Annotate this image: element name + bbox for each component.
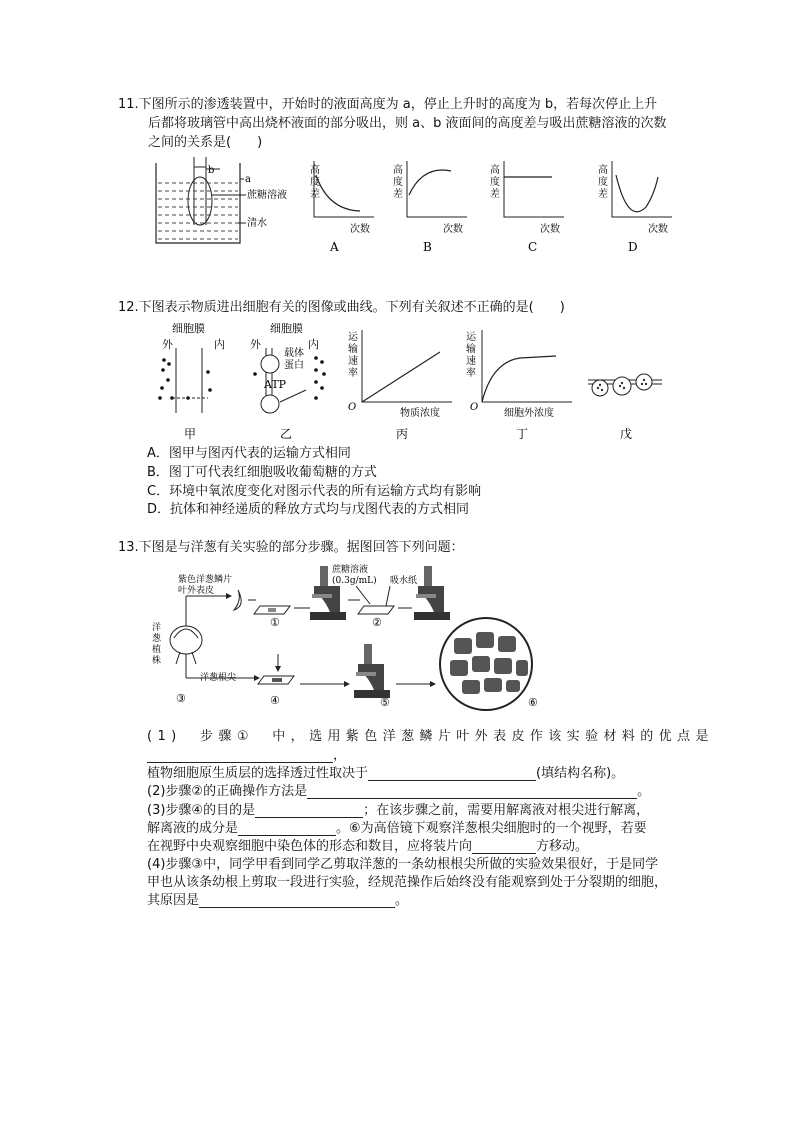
osmosis-apparatus bbox=[156, 157, 287, 243]
graph-a bbox=[310, 161, 374, 254]
label-b: b bbox=[208, 165, 215, 176]
svg-text:度: 度 bbox=[310, 177, 320, 188]
onion-plant bbox=[170, 593, 260, 681]
svg-text:差: 差 bbox=[310, 189, 320, 200]
microscope-field bbox=[440, 618, 538, 710]
svg-text:度: 度 bbox=[598, 177, 608, 188]
q13-part3-line3: 在视野中央观察细胞中染色体的形态和数目，应将装片向 方移动。 bbox=[147, 839, 589, 854]
svg-text:高: 高 bbox=[490, 165, 500, 176]
svg-text:丁: 丁 bbox=[516, 427, 529, 441]
svg-text:度: 度 bbox=[490, 177, 500, 188]
svg-text:内: 内 bbox=[308, 338, 319, 351]
q13-stem: 13.下图是与洋葱有关实验的部分步骤。据图回答下列问题： bbox=[118, 540, 464, 555]
diagram-wu bbox=[588, 374, 662, 441]
q12-figure bbox=[150, 318, 670, 443]
svg-text:细胞外浓度: 细胞外浓度 bbox=[504, 408, 554, 419]
q13-part4-line1: (4)步骤③中，同学甲看到同学乙剪取洋葱的一条幼根根尖所做的实验效果很好，于是同学 bbox=[147, 857, 659, 872]
q13-part1-line2: ， bbox=[147, 744, 346, 763]
svg-text:外: 外 bbox=[162, 338, 173, 351]
svg-text:①: ① bbox=[270, 616, 280, 629]
diagram-yi bbox=[250, 321, 326, 441]
q13-part1-line3: 植物细胞原生质层的选择透过性取决于 (填结构名称)。 bbox=[147, 766, 625, 781]
q13-part3-line1: (3)步骤④的目的是 ；在该步骤之前，需要用解离液对根尖进行解离， bbox=[147, 803, 650, 818]
svg-text:O: O bbox=[348, 402, 357, 413]
q13-part2: (2)步骤②的正确操作方法是 。 bbox=[147, 784, 651, 799]
q13-part4-line2: 甲也从该条幼根上剪取一段进行实验，经规范操作后始终没有能观察到处于分裂期的细胞， bbox=[147, 875, 668, 890]
option-c: C bbox=[528, 240, 538, 254]
option-a: A bbox=[330, 240, 339, 254]
svg-text:株: 株 bbox=[152, 656, 162, 666]
svg-text:ATP: ATP bbox=[264, 378, 287, 391]
svg-text:O: O bbox=[470, 402, 479, 413]
label-sucrose: 蔗糖溶液 bbox=[247, 190, 287, 201]
answer-blank-7[interactable] bbox=[199, 893, 395, 908]
svg-text:③: ③ bbox=[176, 692, 186, 705]
svg-text:戊: 戊 bbox=[620, 427, 633, 441]
svg-text:洋葱根尖: 洋葱根尖 bbox=[200, 673, 237, 683]
q11-line2: 后都将玻璃管中高出烧杯液面的部分吸出，则 a、b 液面间的高度差与吸出蔗糖溶液的次数 bbox=[148, 116, 667, 131]
svg-text:次数: 次数 bbox=[443, 224, 463, 235]
q11-figure bbox=[150, 155, 680, 260]
svg-text:吸水纸: 吸水纸 bbox=[390, 576, 418, 586]
svg-text:②: ② bbox=[372, 616, 382, 629]
svg-text:高: 高 bbox=[598, 165, 608, 176]
svg-text:④: ④ bbox=[270, 694, 280, 707]
svg-text:⑤: ⑤ bbox=[380, 696, 390, 709]
graph-d bbox=[598, 161, 672, 254]
q12-option-c: C．环境中氧浓度变化对图示代表的所有运输方式均有影响 bbox=[147, 484, 482, 499]
svg-text:差: 差 bbox=[490, 189, 500, 200]
svg-text:输: 输 bbox=[348, 344, 358, 355]
svg-text:丙: 丙 bbox=[396, 427, 409, 441]
svg-text:洋: 洋 bbox=[152, 623, 162, 633]
svg-text:甲: 甲 bbox=[184, 427, 197, 441]
answer-blank-1[interactable] bbox=[147, 748, 333, 763]
svg-text:速: 速 bbox=[466, 356, 476, 367]
svg-text:植: 植 bbox=[152, 645, 162, 655]
q13-p1a: (1) 步骤① 中，选用紫色洋葱鳞片叶外表皮作该实验材料的优点是 bbox=[147, 729, 714, 744]
q13-part3-line2: 解离液的成分是 。⑥为高倍镜下观察洋葱根尖细胞时的一个视野，若要 bbox=[147, 821, 647, 836]
q13-part4-line3: 其原因是 。 bbox=[147, 893, 409, 908]
svg-text:率: 率 bbox=[466, 368, 476, 379]
svg-text:叶外表皮: 叶外表皮 bbox=[178, 586, 215, 596]
svg-text:葱: 葱 bbox=[152, 634, 162, 644]
svg-text:次数: 次数 bbox=[648, 224, 668, 235]
svg-text:蛋白: 蛋白 bbox=[284, 360, 304, 371]
svg-text:输: 输 bbox=[466, 344, 476, 355]
label-a: a bbox=[245, 174, 251, 185]
answer-blank-3[interactable] bbox=[307, 784, 637, 799]
svg-text:差: 差 bbox=[598, 189, 608, 200]
svg-text:细胞膜: 细胞膜 bbox=[270, 322, 303, 335]
q12-option-d: D．抗体和神经递质的释放方式均与戊图代表的方式相同 bbox=[147, 502, 470, 517]
svg-text:运: 运 bbox=[348, 332, 358, 343]
svg-text:运: 运 bbox=[466, 332, 476, 343]
svg-text:次数: 次数 bbox=[350, 224, 370, 235]
svg-text:率: 率 bbox=[348, 368, 358, 379]
svg-text:内: 内 bbox=[214, 338, 225, 351]
svg-text:速: 速 bbox=[348, 356, 358, 367]
svg-text:(0.3g/mL): (0.3g/mL) bbox=[332, 576, 377, 586]
svg-text:次数: 次数 bbox=[540, 224, 560, 235]
svg-text:高: 高 bbox=[310, 165, 320, 176]
svg-text:细胞膜: 细胞膜 bbox=[172, 322, 205, 335]
graph-ding bbox=[466, 330, 572, 441]
svg-text:物质浓度: 物质浓度 bbox=[400, 408, 440, 419]
q12-option-b: B．图丁可代表红细胞吸收葡萄糖的方式 bbox=[147, 465, 377, 480]
svg-text:⑥: ⑥ bbox=[528, 696, 538, 709]
q11-line1: 11.下图所示的渗透装置中，开始时的液面高度为 a，停止上升时的高度为 b，若每次停止上升 bbox=[118, 97, 658, 112]
svg-text:度: 度 bbox=[393, 177, 403, 188]
q12-stem: 12.下图表示物质进出细胞有关的图像或曲线。下列有关叙述不正确的是( ) bbox=[118, 300, 565, 315]
option-b: B bbox=[423, 240, 432, 254]
svg-text:外: 外 bbox=[250, 338, 261, 351]
answer-blank-2[interactable] bbox=[368, 766, 536, 781]
svg-text:差: 差 bbox=[393, 189, 403, 200]
graph-c bbox=[490, 161, 564, 254]
option-d: D bbox=[628, 240, 638, 254]
answer-blank-4[interactable] bbox=[255, 803, 363, 818]
svg-text:高: 高 bbox=[393, 165, 403, 176]
graph-b bbox=[393, 161, 467, 254]
svg-text:乙: 乙 bbox=[280, 427, 293, 441]
microscope-2 bbox=[414, 566, 450, 620]
q11-line3: 之间的关系是( ) bbox=[148, 135, 263, 150]
label-water: 清水 bbox=[247, 218, 267, 229]
svg-text:紫色洋葱鳞片: 紫色洋葱鳞片 bbox=[178, 575, 233, 585]
diagram-jia bbox=[158, 321, 225, 441]
svg-text:蔗糖溶液: 蔗糖溶液 bbox=[332, 565, 369, 575]
q13-figure bbox=[150, 560, 550, 715]
microscope-3 bbox=[354, 644, 390, 698]
q11-stem bbox=[118, 95, 708, 152]
q12-option-a: A．图甲与图丙代表的运输方式相同 bbox=[147, 446, 351, 461]
graph-bing bbox=[348, 330, 452, 441]
answer-blank-6[interactable] bbox=[472, 839, 536, 854]
answer-blank-5[interactable] bbox=[238, 821, 336, 836]
svg-text:载体: 载体 bbox=[284, 348, 304, 359]
q13-part1-line1 bbox=[147, 725, 714, 744]
